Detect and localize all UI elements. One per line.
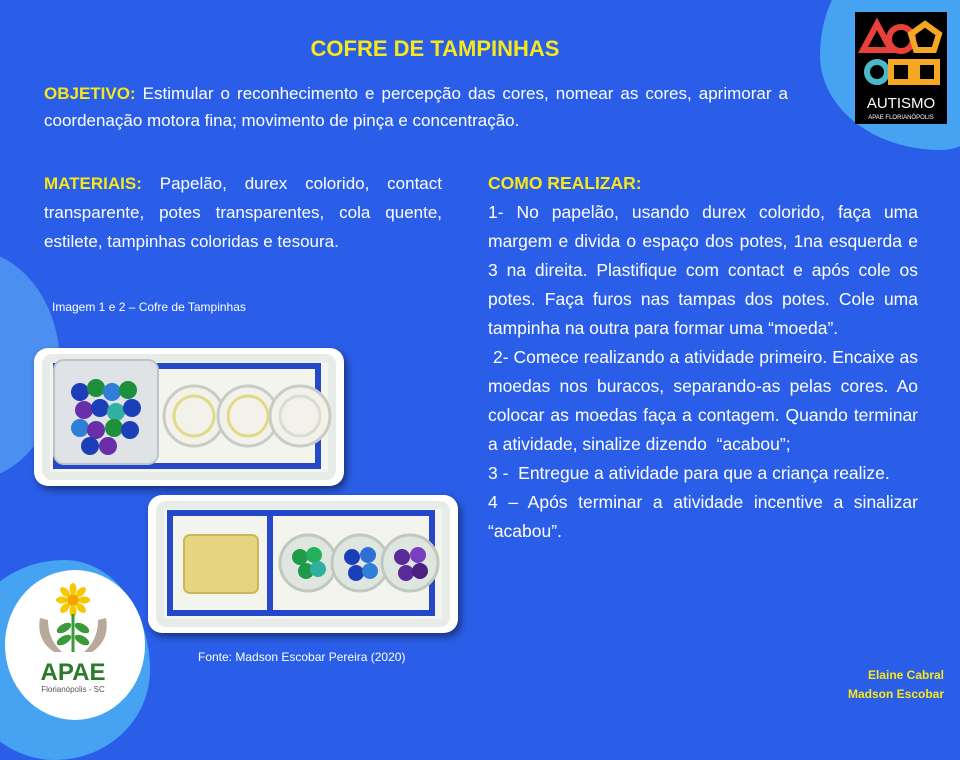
apae-logo-name: APAE bbox=[40, 659, 106, 686]
step-3: 3 - Entregue a atividade para que a criança realize. bbox=[488, 463, 890, 483]
objetivo-section bbox=[44, 80, 788, 134]
autismo-logo bbox=[855, 12, 947, 124]
photo-cofre-2-image bbox=[148, 495, 458, 633]
objetivo-label: OBJETIVO: bbox=[44, 84, 136, 103]
photo-cofre-1-image bbox=[34, 348, 344, 486]
como-realizar-section bbox=[488, 169, 923, 546]
step-2: 2- Comece realizando a atividade primeiro. Encaixe as moedas nos buracos, separando-as pelas cores. Ao colocar as moedas faça a contagem. Quando terminar a atividade, sinalize dizendo “acabou”; bbox=[488, 347, 923, 454]
images-caption: Imagem 1 e 2 – Cofre de Tampinhas bbox=[52, 300, 246, 314]
apae-logo-image bbox=[18, 578, 128, 703]
source-caption: Fonte: Madson Escobar Pereira (2020) bbox=[198, 650, 406, 664]
autismo-logo-sub: APAE FLORIANÓPOLIS bbox=[868, 115, 934, 121]
objetivo-text: Estimular o reconhecimento e percepção das cores, nomear as cores, aprimorar a coordenação motora fina; movimento de pinça e concentração. bbox=[44, 84, 788, 130]
credit-author-1: Elaine Cabral bbox=[867, 668, 944, 682]
como-realizar-label: COMO REALIZAR: bbox=[488, 173, 642, 193]
step-1: 1- No papelão, usando durex colorido, faça uma margem e divida o espaço dos potes, 1na esquerda e 3 na direita. Plastifique com contact e após cole os potes. Faça furos nas tampas dos potes. Cole uma tampinha na outra para formar uma “moeda”. bbox=[488, 202, 918, 338]
photo-cofre-2 bbox=[148, 495, 458, 633]
apae-logo bbox=[18, 578, 128, 703]
autismo-logo-name: AUTISMO bbox=[866, 95, 936, 112]
autismo-logo-shapes bbox=[855, 12, 947, 124]
materiais-section bbox=[44, 169, 442, 256]
photo-cofre-1 bbox=[34, 348, 344, 486]
credits bbox=[848, 666, 944, 704]
apae-logo-sub: Florianópolis - SC bbox=[41, 685, 105, 694]
materiais-text: Papelão, durex colorido, contact transparente, potes transparentes, cola quente, estilete, tampinhas coloridas e tesoura. bbox=[44, 174, 442, 251]
credit-author-2: Madson Escobar bbox=[847, 687, 944, 701]
page-title: COFRE DE TAMPINHAS bbox=[310, 36, 560, 61]
step-4: 4 – Após terminar a atividade incentive a sinalizar “acabou”. bbox=[488, 492, 918, 541]
materiais-label: MATERIAIS: bbox=[44, 174, 142, 193]
